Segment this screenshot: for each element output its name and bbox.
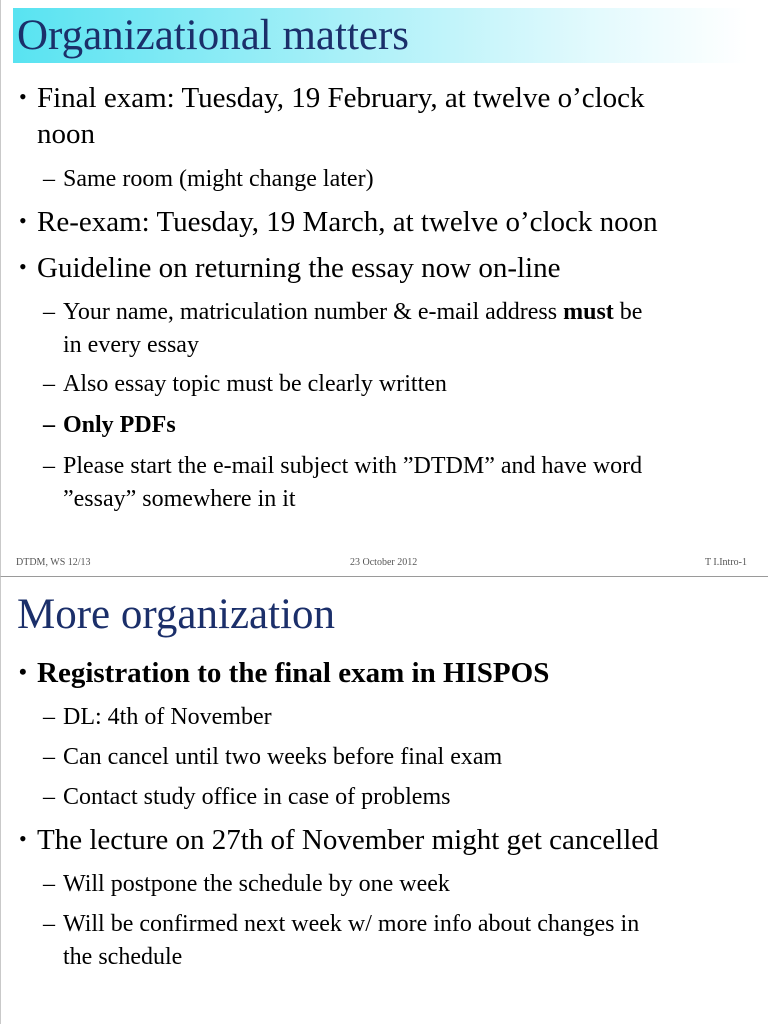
subitem-cancel <box>43 744 503 770</box>
subitem-deadline <box>43 704 272 730</box>
footer-slide-number: T I.Intro-1 <box>704 557 747 568</box>
bullet-essay-guideline <box>19 252 561 284</box>
bullet-lecture-cancelled <box>19 824 659 856</box>
dash-marker: – <box>43 453 55 479</box>
subitem-text-line1 <box>63 300 642 324</box>
dash-marker: – <box>43 744 55 770</box>
slide-title: Organizational matters <box>17 12 410 59</box>
bullet-marker: • <box>19 208 27 233</box>
bullet-marker: • <box>19 659 27 684</box>
bullet-text-line2: noon <box>37 118 95 150</box>
bullet-registration <box>19 657 550 689</box>
footer-course: DTDM, WS 12/13 <box>16 557 91 568</box>
subitem-confirmed <box>43 911 640 970</box>
bullet-marker: • <box>19 254 27 279</box>
subitem-text: Will postpone the schedule by one week <box>63 871 450 897</box>
dash-marker: – <box>43 412 55 438</box>
subitem-text: Contact study office in case of problems <box>63 784 451 810</box>
dash-marker: – <box>43 704 55 730</box>
slide-more-organization <box>0 576 768 1024</box>
subitem-name-required <box>43 299 643 358</box>
subitem-text: Can cancel until two weeks before final exam <box>63 744 503 770</box>
subitem-text-line2: the schedule <box>63 944 183 970</box>
subitem-text-line2: ”essay” somewhere in it <box>63 486 296 512</box>
bullet-text: The lecture on 27th of November might get cancelled <box>37 824 659 856</box>
footer-date: 23 October 2012 <box>350 557 418 568</box>
bullet-text: Registration to the final exam in HISPOS <box>37 657 550 689</box>
subitem-essay-topic <box>43 371 447 397</box>
subitem-same-room <box>43 166 374 192</box>
dash-marker: – <box>43 911 55 937</box>
text-plain-end: be <box>613 299 643 325</box>
subitem-text: Same room (might change later) <box>63 166 374 192</box>
subitem-text-line1: Will be confirmed next week w/ more info about changes in <box>63 911 640 937</box>
dash-marker: – <box>43 299 55 325</box>
subitem-text: Also essay topic must be clearly written <box>63 371 447 397</box>
subitem-text: Only PDFs <box>63 412 176 438</box>
bullet-text-line1: Final exam: Tuesday, 19 February, at twelve o’clock <box>37 82 645 114</box>
bullet-marker: • <box>19 84 27 109</box>
dash-marker: – <box>43 371 55 397</box>
subitem-text: DL: 4th of November <box>63 704 272 730</box>
dash-marker: – <box>43 871 55 897</box>
subitem-contact <box>43 784 451 810</box>
bullet-text: Re-exam: Tuesday, 19 March, at twelve o’clock noon <box>37 206 658 238</box>
slide-title: More organization <box>17 591 336 638</box>
dash-marker: – <box>43 166 55 192</box>
subitem-text-line2: in every essay <box>63 332 199 358</box>
bullet-marker: • <box>19 826 27 851</box>
bullet-text: Guideline on returning the essay now on-line <box>37 252 561 284</box>
dash-marker: – <box>43 784 55 810</box>
subitem-postpone <box>43 871 450 897</box>
text-plain: Your name, matriculation number & e-mail address <box>63 299 564 325</box>
subitem-text-line1: Please start the e-mail subject with ”DTDM” and have word <box>63 453 643 479</box>
subitem-only-pdfs <box>43 412 176 438</box>
bullet-final-exam <box>19 82 645 150</box>
text-emphasis-must: must <box>563 299 614 325</box>
bullet-re-exam <box>19 206 658 238</box>
subitem-email-subject <box>43 453 643 512</box>
